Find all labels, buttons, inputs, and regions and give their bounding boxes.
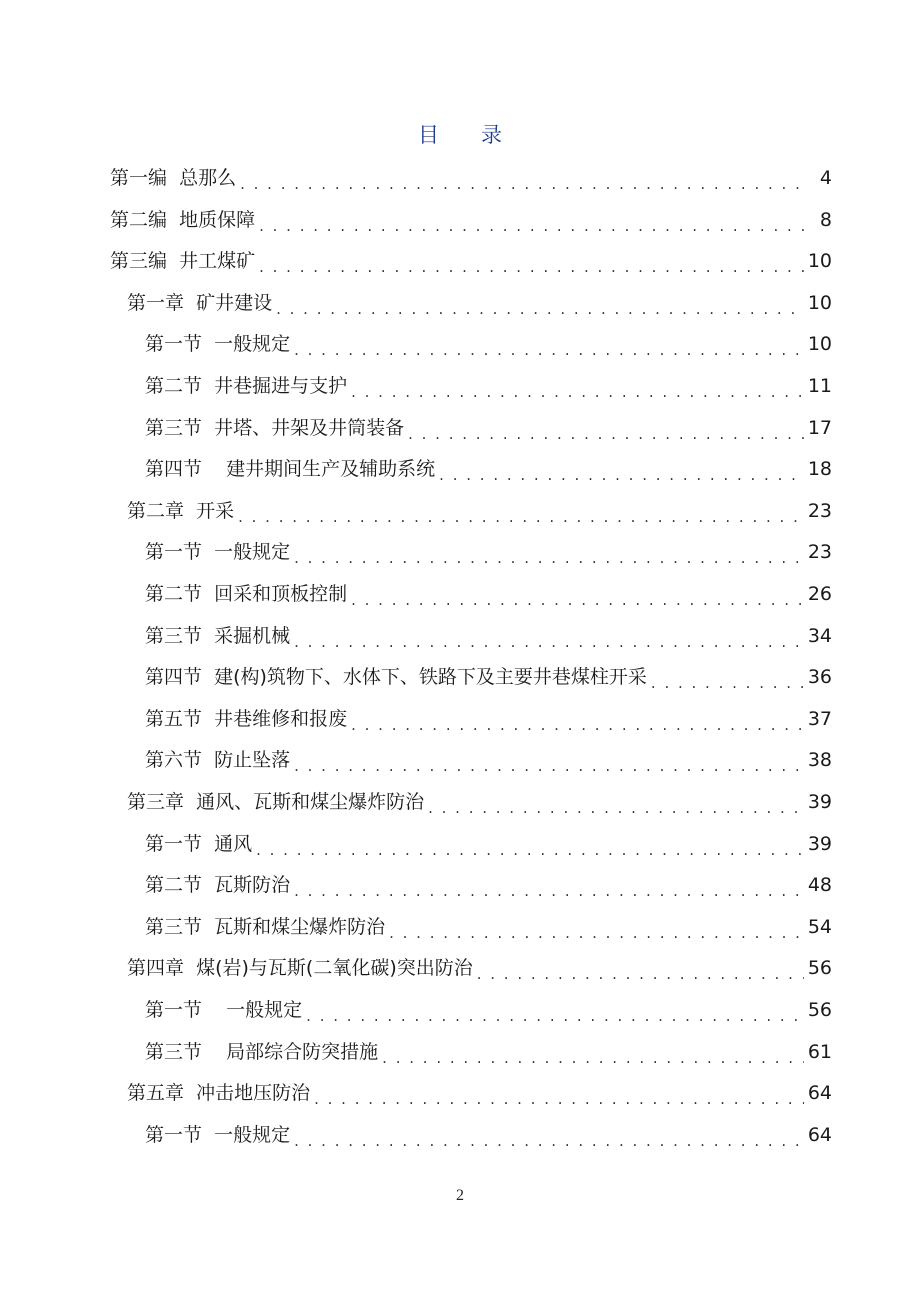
toc-leader-dots — [439, 449, 804, 489]
toc-entry-label: 第六节 防止坠落 — [145, 749, 291, 772]
toc-entry[interactable] — [127, 948, 832, 988]
toc-entry-label: 第五章 冲击地压防治 — [127, 1082, 311, 1105]
toc-entry-page: 23 — [807, 499, 832, 522]
toc-entry-label: 第四节 建井期间生产及辅助系统 — [145, 458, 436, 481]
toc-entry-label: 第三章 通风、瓦斯和煤尘爆炸防治 — [127, 791, 425, 813]
toc-entry-page: 64 — [807, 1082, 832, 1105]
toc-leader-dots — [294, 616, 804, 656]
toc-leader-dots — [294, 1115, 804, 1155]
toc-entry-page: 56 — [807, 999, 832, 1021]
toc-entry[interactable] — [145, 1115, 832, 1155]
toc-leader-dots — [382, 1032, 804, 1072]
toc-entry-page: 8 — [819, 208, 832, 231]
toc-entry-label: 第一节 一般规定 — [145, 333, 291, 356]
toc-entry-label: 第二章 开采 — [127, 499, 235, 522]
toc-entry[interactable] — [127, 1073, 832, 1113]
toc-entry-label: 第二节 瓦斯防治 — [145, 874, 291, 897]
toc-entry-page: 39 — [807, 832, 832, 855]
toc-entry[interactable] — [145, 366, 832, 406]
toc-entry-page: 39 — [807, 791, 832, 813]
toc-entry-label: 第二节 井巷掘进与支护 — [145, 375, 348, 397]
toc-entry-page: 34 — [807, 624, 832, 647]
toc-title-right: 录 — [481, 123, 502, 147]
toc-entry-page: 38 — [807, 749, 832, 772]
toc-entry[interactable] — [145, 699, 832, 739]
toc-leader-dots — [477, 948, 804, 988]
toc-entry-page: 56 — [807, 957, 832, 980]
toc-entry[interactable] — [145, 616, 832, 656]
toc-entry[interactable] — [145, 532, 832, 572]
toc-entry-page: 11 — [807, 375, 832, 397]
toc-entry[interactable] — [127, 283, 832, 323]
toc-entry-label: 第三节 瓦斯和煤尘爆炸防治 — [145, 915, 386, 938]
toc-entry[interactable] — [145, 408, 832, 448]
toc-entry[interactable] — [127, 782, 832, 822]
toc-entry-page: 26 — [807, 583, 832, 605]
toc-entry[interactable] — [145, 907, 832, 947]
toc-leader-dots — [240, 158, 810, 198]
toc-entry-label: 第四章 煤(岩)与瓦斯(二氧化碳)突出防治 — [127, 957, 473, 980]
toc-title-left: 目 — [418, 123, 439, 147]
toc-entry[interactable] — [145, 657, 832, 697]
toc-leader-dots — [351, 366, 804, 406]
toc-entry-page: 61 — [807, 1040, 832, 1063]
toc-entry-page: 10 — [807, 291, 832, 314]
toc-entry[interactable] — [145, 324, 832, 364]
toc-entry[interactable] — [127, 491, 832, 531]
toc-leader-dots — [314, 1073, 804, 1113]
toc-leader-dots — [294, 532, 804, 572]
toc-leader-dots — [408, 408, 804, 448]
toc-entry-page: 37 — [807, 707, 832, 730]
toc-entry-label: 第一节 一般规定 — [145, 541, 291, 564]
toc-entry-label: 第一节 一般规定 — [145, 1123, 291, 1146]
toc-entry-page: 23 — [807, 541, 832, 564]
toc-entry[interactable] — [145, 865, 832, 905]
toc-entry-label: 第一章 矿井建设 — [127, 291, 273, 314]
toc-entry[interactable] — [145, 1032, 832, 1072]
toc-entry-label: 第三编 井工煤矿 — [110, 250, 256, 273]
toc-leader-dots — [351, 699, 804, 739]
toc-leader-dots — [294, 740, 804, 780]
toc-leader-dots — [294, 324, 804, 364]
toc-leader-dots — [651, 657, 804, 697]
toc-entry[interactable] — [145, 824, 832, 864]
page-number: 2 — [456, 1187, 464, 1204]
toc-entry[interactable] — [145, 740, 832, 780]
toc-entry-page: 48 — [807, 874, 832, 897]
toc-entry-label: 第三节 采掘机械 — [145, 624, 291, 647]
toc-leader-dots — [259, 200, 810, 240]
toc-entry[interactable] — [110, 158, 832, 198]
toc-title — [0, 119, 920, 149]
toc-entry-page: 54 — [807, 915, 832, 938]
toc-entry-label: 第三节 井塔、井架及井筒装备 — [145, 416, 405, 439]
toc-entry-label: 第三节 局部综合防突措施 — [145, 1040, 379, 1063]
toc-entry[interactable] — [145, 574, 832, 614]
toc-entry-label: 第一节 一般规定 — [145, 999, 303, 1021]
toc-leader-dots — [351, 574, 804, 614]
toc-entry[interactable] — [110, 241, 832, 281]
toc-entry-label: 第二节 回采和顶板控制 — [145, 583, 348, 605]
toc-leader-dots — [276, 283, 804, 323]
toc-entry-page: 64 — [807, 1123, 832, 1146]
toc-leader-dots — [238, 491, 804, 531]
toc-entry[interactable] — [145, 990, 832, 1030]
toc-leader-dots — [306, 990, 804, 1030]
toc-entry-page: 4 — [819, 167, 832, 189]
toc-entry[interactable] — [110, 200, 832, 240]
toc-entry-page: 18 — [807, 458, 832, 481]
toc-leader-dots — [428, 782, 804, 822]
toc-entry-page: 10 — [807, 333, 832, 356]
toc-leader-dots — [294, 865, 804, 905]
toc-entry-label: 第二编 地质保障 — [110, 208, 256, 231]
toc-entry-page: 10 — [807, 250, 832, 273]
toc-leader-dots — [256, 824, 804, 864]
toc-entry-page: 36 — [807, 666, 832, 689]
toc-entry-label: 第四节 建(构)筑物下、水体下、铁路下及主要井巷煤柱开采 — [145, 666, 647, 689]
toc-entry-label: 第五节 井巷维修和报废 — [145, 707, 348, 730]
toc-entry-label: 第一节 通风 — [145, 832, 253, 855]
toc-entry-page: 17 — [807, 416, 832, 439]
toc-entry-label: 第一编 总那么 — [110, 167, 237, 189]
toc-entry[interactable] — [145, 449, 832, 489]
toc-leader-dots — [389, 907, 804, 947]
toc-leader-dots — [259, 241, 804, 281]
